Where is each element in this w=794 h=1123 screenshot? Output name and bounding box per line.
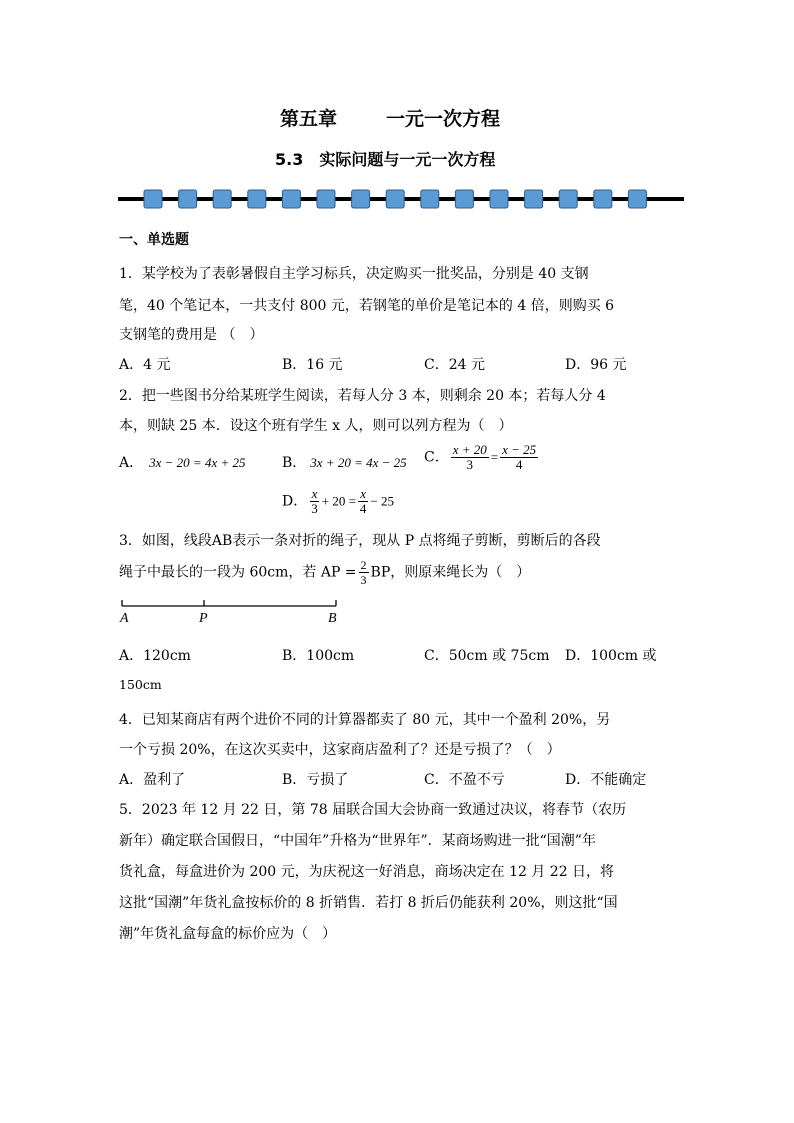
q3-option-b: B．100cm — [282, 648, 355, 664]
divider-square — [248, 190, 266, 208]
divider-square — [525, 190, 543, 208]
q2-option-d — [282, 487, 394, 516]
divider-square — [317, 190, 335, 208]
q2-c-equals: = — [490, 449, 499, 465]
divider-square — [386, 190, 404, 208]
q2-option-c — [424, 443, 540, 472]
q1-option-d: D．96 元 — [565, 357, 627, 373]
q5-line-5: 潮”年货礼盒每盒的标价应为（ ） — [119, 926, 337, 942]
chapter-number: 第五章 — [280, 108, 338, 130]
section-heading: 一、单选题 — [119, 232, 189, 248]
q3-option-c: C．50cm 或 75cm — [424, 648, 550, 664]
q2-d-denominator-2: 4 — [359, 501, 367, 516]
q2-line-2: 本，则缺 25 本．设这个班有学生 x 人，则可以列方程为（ ） — [119, 418, 513, 434]
q3-option-d: D．100cm 或 — [565, 648, 657, 664]
point-label-p: P — [199, 611, 208, 626]
divider-square — [594, 190, 612, 208]
q2-option-a — [119, 452, 245, 472]
q2-d-denominator-1: 3 — [311, 501, 318, 516]
q2-c-denominator-1: 3 — [466, 457, 473, 472]
q1-option-a: A．4 元 — [119, 357, 171, 373]
q1-option-c: C．24 元 — [424, 357, 485, 373]
divider-square — [213, 190, 231, 208]
q2-line-1: 2．把一些图书分给某班学生阅读，若每人分 3 本，则剩余 20 本；若每人分 4 — [119, 388, 606, 404]
q1-option-b: B．16 元 — [282, 357, 343, 373]
q4-option-b: B．亏损了 — [282, 772, 349, 788]
q3-option-a: A．120cm — [119, 648, 191, 664]
q5-line-1: 5．2023 年 12 月 22 日，第 78 届联合国大会协商一致通过决议，将春节（农历 — [119, 802, 627, 818]
q2-d-numerator-1: x — [311, 486, 318, 501]
q1-line-2: 笔，40 个笔记本，一共支付 800 元，若钢笔的单价是笔记本的 4 倍，则购买 6 — [119, 298, 615, 314]
chapter-title: 一元一次方程 — [386, 108, 501, 130]
q2-d-numerator-2: x — [360, 486, 367, 501]
q2-option-b-equation: 3x + 20 = 4x − 25 — [310, 455, 407, 470]
q3-option-d-wrap: 150cm — [119, 677, 162, 692]
q5-line-2: 新年）确定联合国假日，“中国年”升格为“世界年”．某商场购进一批“国潮”年 — [119, 833, 596, 849]
q2-option-b-label: B． — [282, 455, 307, 471]
q3-line-1: 3．如图，线段AB表示一条对折的绳子，现从 P 点将绳子剪断，剪断后的各段 — [119, 533, 601, 549]
q4-option-c: C．不盈不亏 — [424, 772, 505, 788]
q2-option-a-label: A． — [119, 455, 144, 471]
q2-d-end: − 25 — [370, 493, 394, 509]
segment-ab-diagram — [119, 597, 341, 613]
q2-d-middle: + 20 = — [321, 493, 356, 509]
q3-line-2-pre: 绳子中最长的一段为 60cm，若 AP = — [119, 564, 357, 581]
divider-square — [421, 190, 439, 208]
divider-square — [282, 190, 300, 208]
divider-square — [179, 190, 197, 208]
divider-square — [352, 190, 370, 208]
q1-line-1: 1．某学校为了表彰暑假自主学习标兵，决定购买一批奖品，分别是 40 支钢 — [119, 266, 589, 282]
q2-c-denominator-2: 4 — [515, 457, 523, 472]
section-title: 5.3 实际问题与一元一次方程 — [275, 150, 496, 169]
q4-option-d: D．不能确定 — [565, 772, 647, 788]
divider-square — [628, 190, 646, 208]
q3-fraction-denominator: 3 — [360, 573, 367, 587]
q5-line-3: 货礼盒，每盒进价为 200 元，为庆祝这一好消息，商场决定在 12 月 22 日，将 — [119, 864, 615, 880]
divider-square — [455, 190, 473, 208]
q5-line-4: 这批“国潮”年货礼盒按标价的 8 折销售．若打 8 折后仍能获利 20%，则这批“国 — [119, 895, 618, 911]
divider-square — [559, 190, 577, 208]
decorative-divider — [118, 186, 684, 212]
q4-option-a: A．盈利了 — [119, 772, 186, 788]
divider-square — [144, 190, 162, 208]
q2-c-numerator-2: x − 25 — [502, 442, 537, 457]
q4-line-2: 一个亏损 20%，在这次买卖中，这家商店盈利了？还是亏损了？（ ） — [119, 742, 561, 758]
q2-option-b — [282, 452, 407, 472]
q2-option-c-label: C． — [424, 449, 449, 466]
q2-option-d-label: D． — [282, 493, 308, 510]
q3-line-2-post: BP，则原来绳长为（ ） — [370, 564, 531, 581]
q2-option-a-equation: 3x − 20 = 4x + 25 — [149, 455, 246, 470]
q4-line-1: 4．已知某商店有两个进价不同的计算器都卖了 80 元，其中一个盈利 20%，另 — [119, 712, 611, 728]
point-label-a: A — [120, 611, 129, 626]
q1-line-3: 支钢笔的费用是 （ ） — [119, 327, 264, 343]
q3-line-2 — [119, 558, 530, 587]
q3-fraction-numerator: 2 — [360, 558, 367, 572]
divider-square — [490, 190, 508, 208]
point-label-b: B — [328, 611, 337, 626]
q2-c-numerator-1: x + 20 — [452, 442, 487, 457]
